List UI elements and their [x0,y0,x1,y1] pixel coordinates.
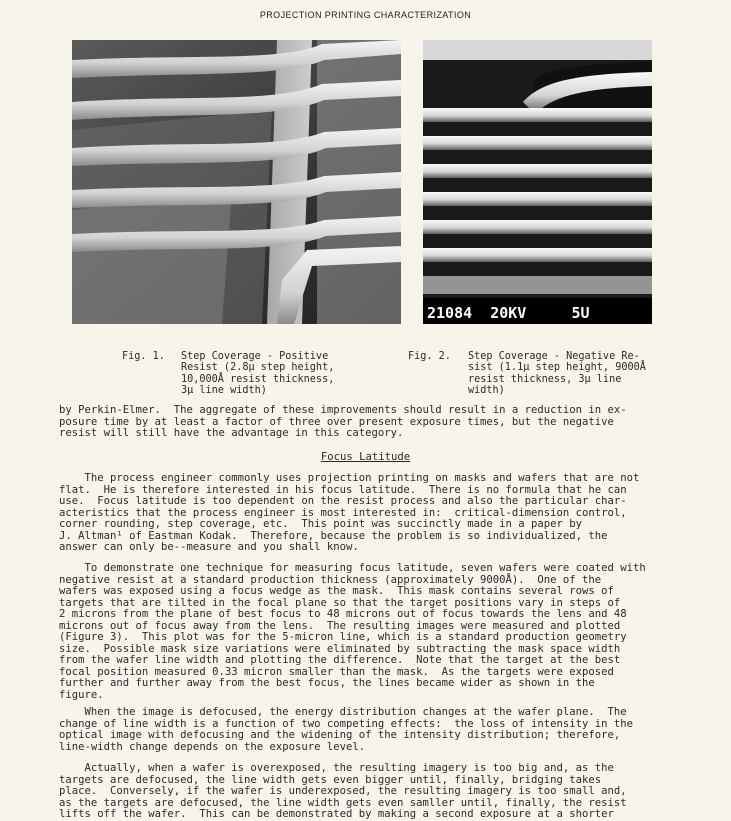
figure-1-photo [72,40,401,324]
paragraph-defocus-effects: When the image is defocused, the energy distribution changes at the wafer plane. The change of line width is a function of two competing effects: the loss of intensity in the optical image with defocusing and the widening of the intensity distribution; therefore, line-width change depends on the exposure level. [59,706,634,753]
figure-2-label: Fig. 2. [408,351,451,362]
figure-2-databar: 21084 20KV 5U [427,304,590,322]
figure-1-caption-text: Step Coverage - Positive Resist (2.8μ step height, 10,000Å resist thickness, 3μ line width) [181,351,335,397]
paragraph-focus-latitude-intro: The process engineer commonly uses projection printing on masks and wafers that are not flat. He is therefore interested in his focus latitude. There is no formula that he can use. Focus latitude is too dependent on the resist process and also the particular char- acteristics that the process engineer is most interested in: critical-dimension control, corner rounding, step coverage, etc. This point was succinctly made in a paper by J. Altman¹ of Eastman Kodak. Therefore, because the problem is so individualized, the answer can only be--measure and you shall know. [59,472,640,554]
paragraph-continuation: by Perkin-Elmer. The aggregate of these improvements should result in a reduction in ex- posure time by at least a factor of three over present exposure times, but the negative resist will still have the advantage in this category. [59,404,627,440]
section-heading-text: Focus Latitude [320,451,411,463]
figure-1-label: Fig. 1. [122,351,165,362]
running-header: PROJECTION PRINTING CHARACTERIZATION [259,10,472,20]
section-heading [0,451,731,463]
paragraph-focus-technique: To demonstrate one technique for measuring focus latitude, seven wafers were coated with negative resist at a standard production thickness (approximately 9000Å). One of the wafers was exposed using a focus wedge as the mask. This mask contains several rows of targets that are tilted in the focal plane so that the target positions vary in steps of 2 microns from the plane of best focus to 48 microns out of focus towards the lens and 48 microns out of focus away from the lens. The resulting images were measured and plotted (Figure 3). This plot was for the 5-micron line, which is a standard production geometry size. Possible mask size variations were eliminated by subtracting the mask space width from the wafer line width and plotting the difference. Note that the target at the best focal position measured 0.33 micron smaller than the mask. As the targets were exposed further and further away from the best focus, the lines became wider as shown in the figure. [59,562,646,702]
paragraph-exposure-effects: Actually, when a wafer is overexposed, the resulting imagery is too big and, as the targets are defocused, the line width gets even bigger until, finally, bridging takes place. Conversely, if the wafer is underexposed, the resulting imagery is too small and, as the targets are defocused, the line width gets even samller until, finally, the resist lifts off the wafer. This can be demonstrated by making a second exposure at a shorter [59,762,627,821]
figure-2-photo [423,40,652,324]
figure-2-caption-text: Step Coverage - Negative Re- sist (1.1μ step height, 9000Å resist thickness, 3μ line width) [468,351,646,397]
